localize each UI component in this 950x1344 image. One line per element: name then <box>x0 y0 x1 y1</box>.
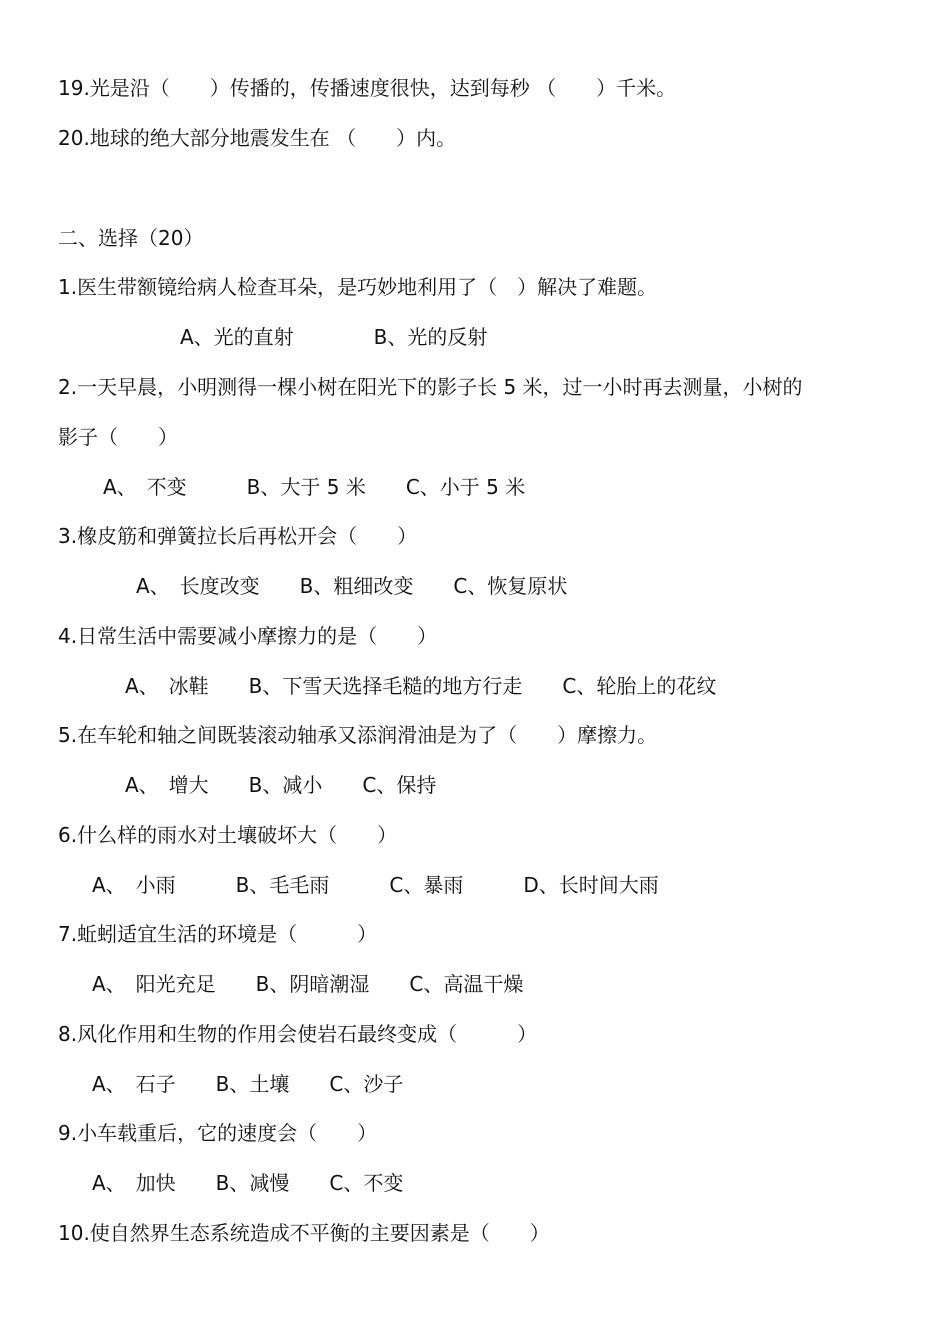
choice-question-6-options: A、 小雨 B、毛毛雨 C、暴雨 D、长时间大雨 <box>92 873 659 897</box>
choice-question-9-options: A、 加快 B、减慢 C、不变 <box>92 1171 404 1195</box>
choice-question-4-options: A、 冰鞋 B、下雪天选择毛糙的地方行走 C、轮胎上的花纹 <box>125 674 717 698</box>
question-20: 20.地球的绝大部分地震发生在 （ ）内。 <box>58 126 457 150</box>
choice-question-8-options: A、 石子 B、土壤 C、沙子 <box>92 1072 404 1096</box>
choice-question-9: 9.小车载重后，它的速度会（ ） <box>58 1121 378 1145</box>
question-19: 19.光是沿（ ）传播的，传播速度很快，达到每秒 （ ）千米。 <box>58 76 677 100</box>
section-heading-choice: 二、选择（20） <box>58 226 204 250</box>
choice-question-5-options: A、 增大 B、减小 C、保持 <box>125 773 437 797</box>
choice-question-1-options: A、光的直射 B、光的反射 <box>180 325 488 349</box>
choice-question-3-options: A、 长度改变 B、粗细改变 C、恢复原状 <box>136 574 568 598</box>
choice-question-2-line-1: 2.一天早晨，小明测得一棵小树在阳光下的影子长 5 米，过一小时再去测量，小树的 <box>58 375 803 399</box>
choice-question-4: 4.日常生活中需要减小摩擦力的是（ ） <box>58 624 438 648</box>
choice-question-6: 6.什么样的雨水对土壤破坏大（ ） <box>58 823 398 847</box>
choice-question-1: 1.医生带额镜给病人检查耳朵，是巧妙地利用了（ ）解决了难题。 <box>58 275 658 299</box>
choice-question-3: 3.橡皮筋和弹簧拉长后再松开会（ ） <box>58 524 418 548</box>
choice-question-7: 7.蚯蚓适宜生活的环境是（ ） <box>58 922 378 946</box>
choice-question-10: 10.使自然界生态系统造成不平衡的主要因素是（ ） <box>58 1221 550 1245</box>
choice-question-7-options: A、 阳光充足 B、阴暗潮湿 C、高温干燥 <box>92 972 524 996</box>
choice-question-5: 5.在车轮和轴之间既装滚动轴承又添润滑油是为了（ ）摩擦力。 <box>58 723 658 747</box>
choice-question-8: 8.风化作用和生物的作用会使岩石最终变成（ ） <box>58 1022 538 1046</box>
choice-question-2-options: A、 不变 B、大于 5 米 C、小于 5 米 <box>103 475 526 499</box>
choice-question-2-line-2: 影子（ ） <box>58 425 178 449</box>
